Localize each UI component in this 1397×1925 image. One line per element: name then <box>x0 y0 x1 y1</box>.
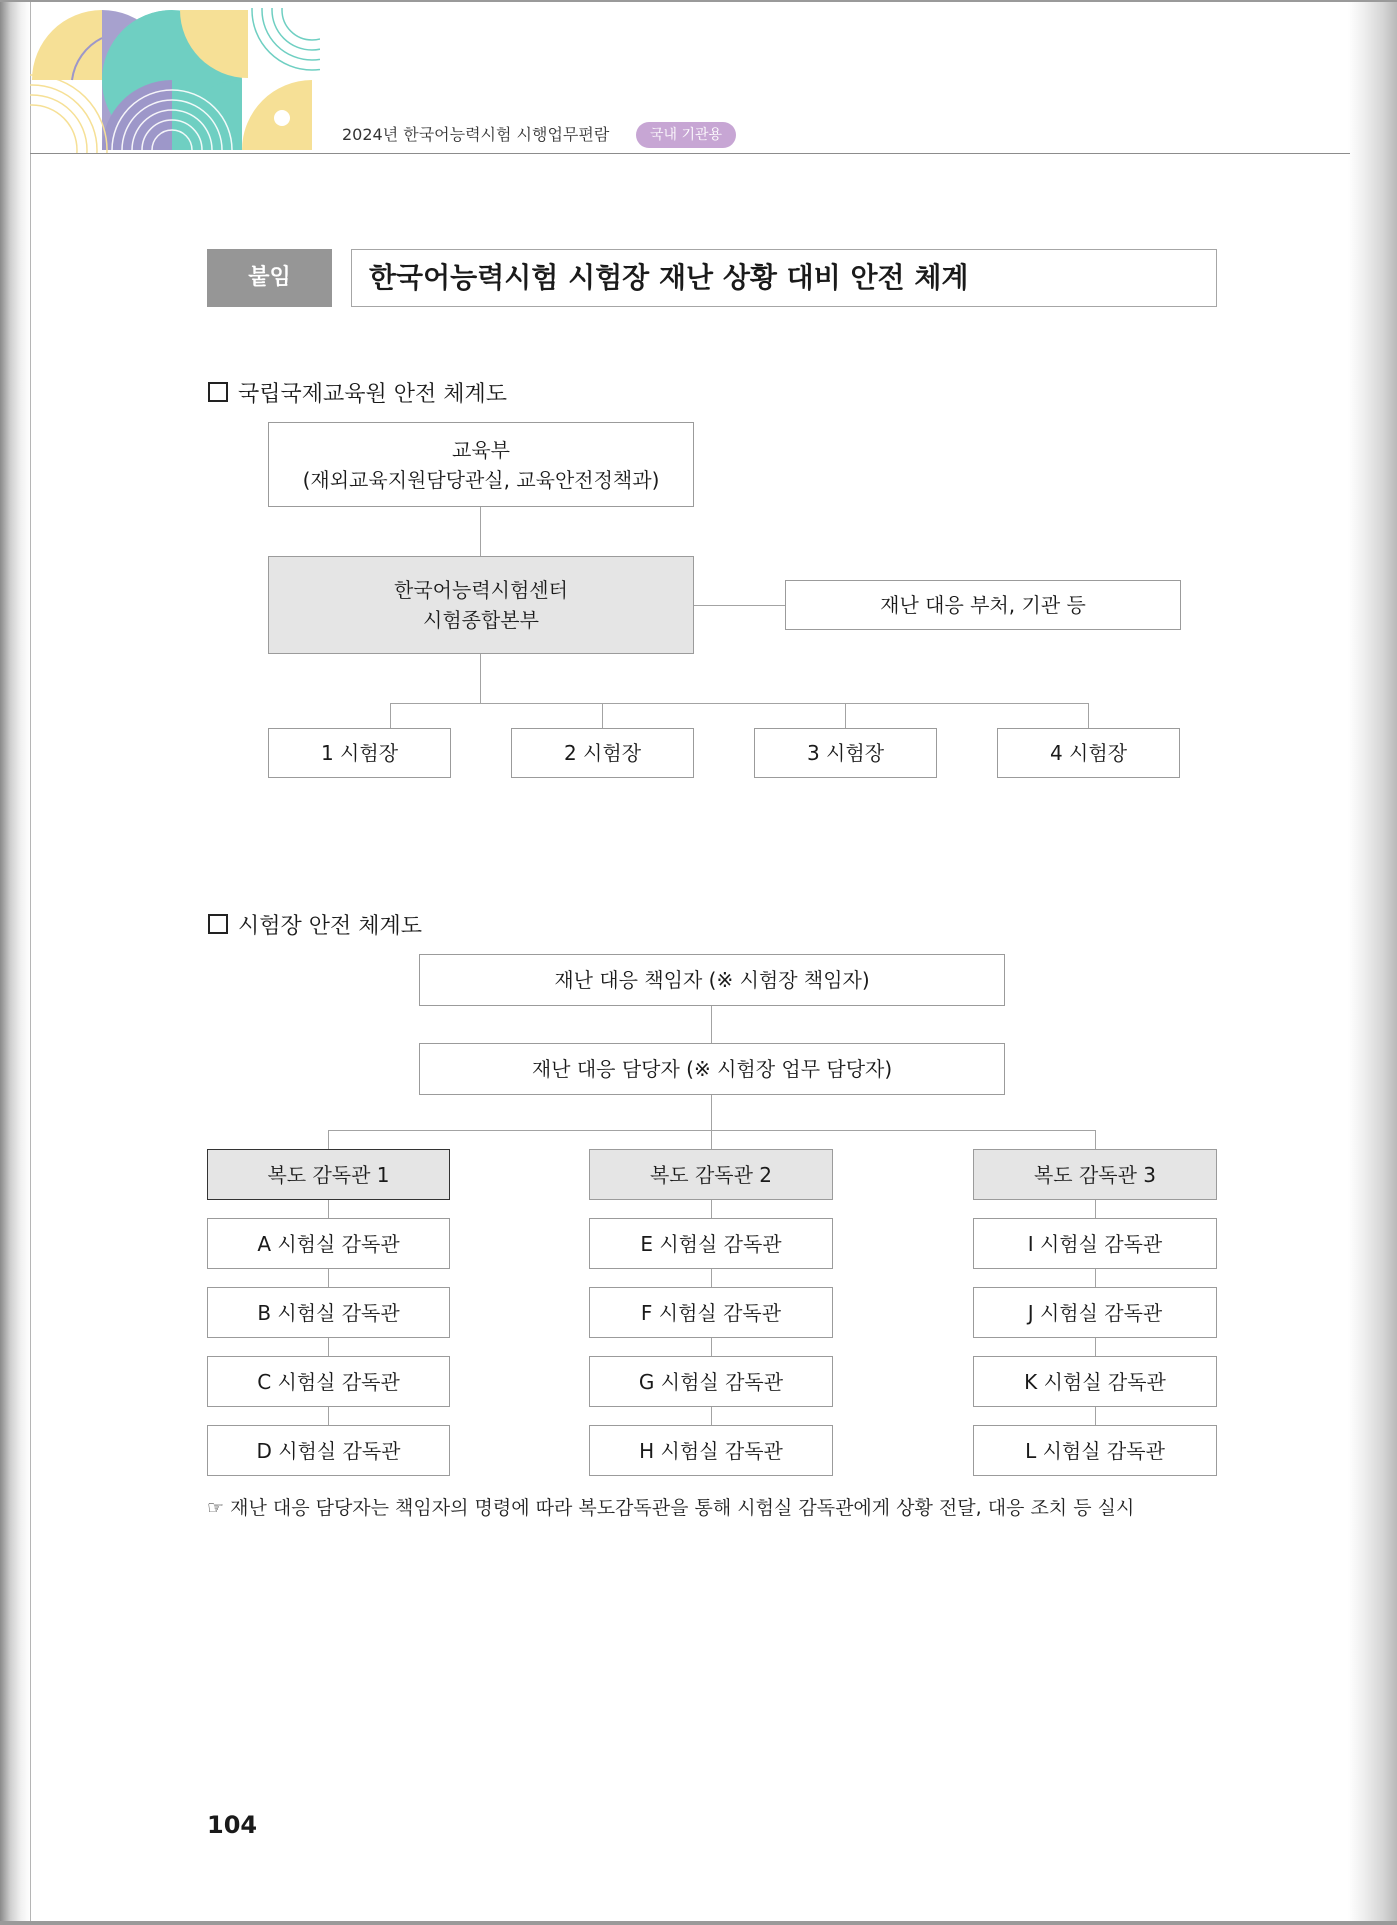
room-supervisor-label: I 시험실 감독관 <box>1027 1231 1163 1256</box>
room-supervisor-box <box>589 1425 833 1476</box>
disaster-response-head-label: 재난 대응 책임자 (※ 시험장 책임자) <box>554 968 870 992</box>
connector-line <box>1088 703 1089 728</box>
room-supervisor-box <box>589 1356 833 1407</box>
checkbox-square-icon <box>208 914 228 934</box>
test-site-box <box>511 728 694 778</box>
connector-line <box>390 703 1089 704</box>
footnote-text: 재난 대응 담당자는 책임자의 명령에 따라 복도감독관을 통해 시험실 감독관에게 상황 전달, 대응 조치 등 실시 <box>230 1497 1135 1519</box>
disaster-response-manager-label: 재난 대응 담당자 (※ 시험장 업무 담당자) <box>531 1057 893 1081</box>
section1-heading-text: 국립국제교육원 안전 체계도 <box>238 382 508 407</box>
room-supervisor-label: A 시험실 감독관 <box>257 1231 400 1256</box>
disaster-response-head-box <box>419 954 1005 1006</box>
room-supervisor-box <box>973 1218 1217 1269</box>
room-supervisor-box <box>973 1287 1217 1338</box>
connector-line <box>602 703 603 728</box>
center-name: 한국어능력시험센터 <box>394 578 568 602</box>
pointing-hand-icon: ☞ <box>207 1497 225 1519</box>
connector-line <box>328 1130 1096 1131</box>
hall-supervisor-label: 복도 감독관 3 <box>1033 1162 1157 1187</box>
room-supervisor-box <box>973 1356 1217 1407</box>
section2-heading <box>208 909 422 940</box>
room-supervisor-label: L 시험실 감독관 <box>1025 1438 1165 1463</box>
connector-line <box>328 1130 329 1149</box>
test-site-box <box>997 728 1180 778</box>
test-site-label: 4 시험장 <box>1049 741 1128 765</box>
room-supervisor-label: K 시험실 감독관 <box>1024 1369 1166 1394</box>
test-site-box <box>754 728 937 778</box>
hall-supervisor-box <box>589 1149 833 1200</box>
hall-supervisor-box <box>207 1149 450 1200</box>
checkbox-square-icon <box>208 382 228 402</box>
room-supervisor-box <box>207 1287 450 1338</box>
header-divider <box>30 153 1350 154</box>
test-site-label: 1 시험장 <box>320 741 399 765</box>
section1-heading <box>208 377 507 408</box>
hall-supervisor-label: 복도 감독관 1 <box>267 1162 390 1187</box>
header-audience-tag: 국내 기관용 <box>636 122 736 148</box>
topik-center-box <box>268 556 694 654</box>
room-supervisor-box <box>207 1218 450 1269</box>
room-supervisor-label: G 시험실 감독관 <box>638 1369 784 1394</box>
room-supervisor-label: B 시험실 감독관 <box>257 1300 400 1325</box>
appendix-badge: 붙임 <box>207 249 332 307</box>
connector-line <box>711 1130 712 1149</box>
footnote <box>207 1493 1134 1520</box>
connector-line <box>694 605 785 606</box>
room-supervisor-label: F 시험실 감독관 <box>640 1300 782 1325</box>
ministry-departments: (재외교육지원담당관실, 교육안전정책과) <box>302 467 660 492</box>
header-decoration-graphic <box>30 8 320 154</box>
book-spine-shadow <box>0 0 30 1925</box>
connector-line <box>711 1006 712 1043</box>
header-document-title: 2024년 한국어능력시험 시행업무편람 <box>342 125 610 144</box>
room-supervisor-label: H 시험실 감독관 <box>639 1438 783 1463</box>
connector-line <box>480 507 481 556</box>
connector-line <box>480 654 481 703</box>
ministry-name: 교육부 <box>452 437 510 462</box>
connector-line <box>711 1095 712 1130</box>
ministry-of-education-box <box>268 422 694 507</box>
test-site-label: 3 시험장 <box>806 741 885 765</box>
room-supervisor-box <box>207 1356 450 1407</box>
center-hq-name: 시험종합본부 <box>423 608 539 632</box>
connector-line <box>390 703 391 728</box>
section2-heading-text: 시험장 안전 체계도 <box>238 914 423 939</box>
test-site-box <box>268 728 451 778</box>
page-number: 104 <box>207 1811 258 1839</box>
external-agencies-box <box>785 580 1181 630</box>
room-supervisor-label: D 시험실 감독관 <box>256 1438 401 1463</box>
hall-supervisor-label: 복도 감독관 2 <box>649 1162 773 1187</box>
room-supervisor-label: J 시험실 감독관 <box>1027 1300 1163 1325</box>
room-supervisor-box <box>207 1425 450 1476</box>
connector-line <box>845 703 846 728</box>
hall-supervisor-box <box>973 1149 1217 1200</box>
room-supervisor-label: C 시험실 감독관 <box>257 1369 400 1394</box>
appendix-title: 한국어능력시험 시험장 재난 상황 대비 안전 체계 <box>351 249 1217 307</box>
test-site-label: 2 시험장 <box>563 741 642 765</box>
page-right-shadow <box>1348 0 1397 1925</box>
frame-bottom-border <box>0 1921 1397 1925</box>
room-supervisor-box <box>589 1218 833 1269</box>
room-supervisor-label: E 시험실 감독관 <box>640 1231 782 1256</box>
room-supervisor-box <box>589 1287 833 1338</box>
disaster-response-manager-box <box>419 1043 1005 1095</box>
room-supervisor-box <box>973 1425 1217 1476</box>
external-agencies-label: 재난 대응 부처, 기관 등 <box>880 593 1086 617</box>
connector-line <box>1095 1130 1096 1149</box>
